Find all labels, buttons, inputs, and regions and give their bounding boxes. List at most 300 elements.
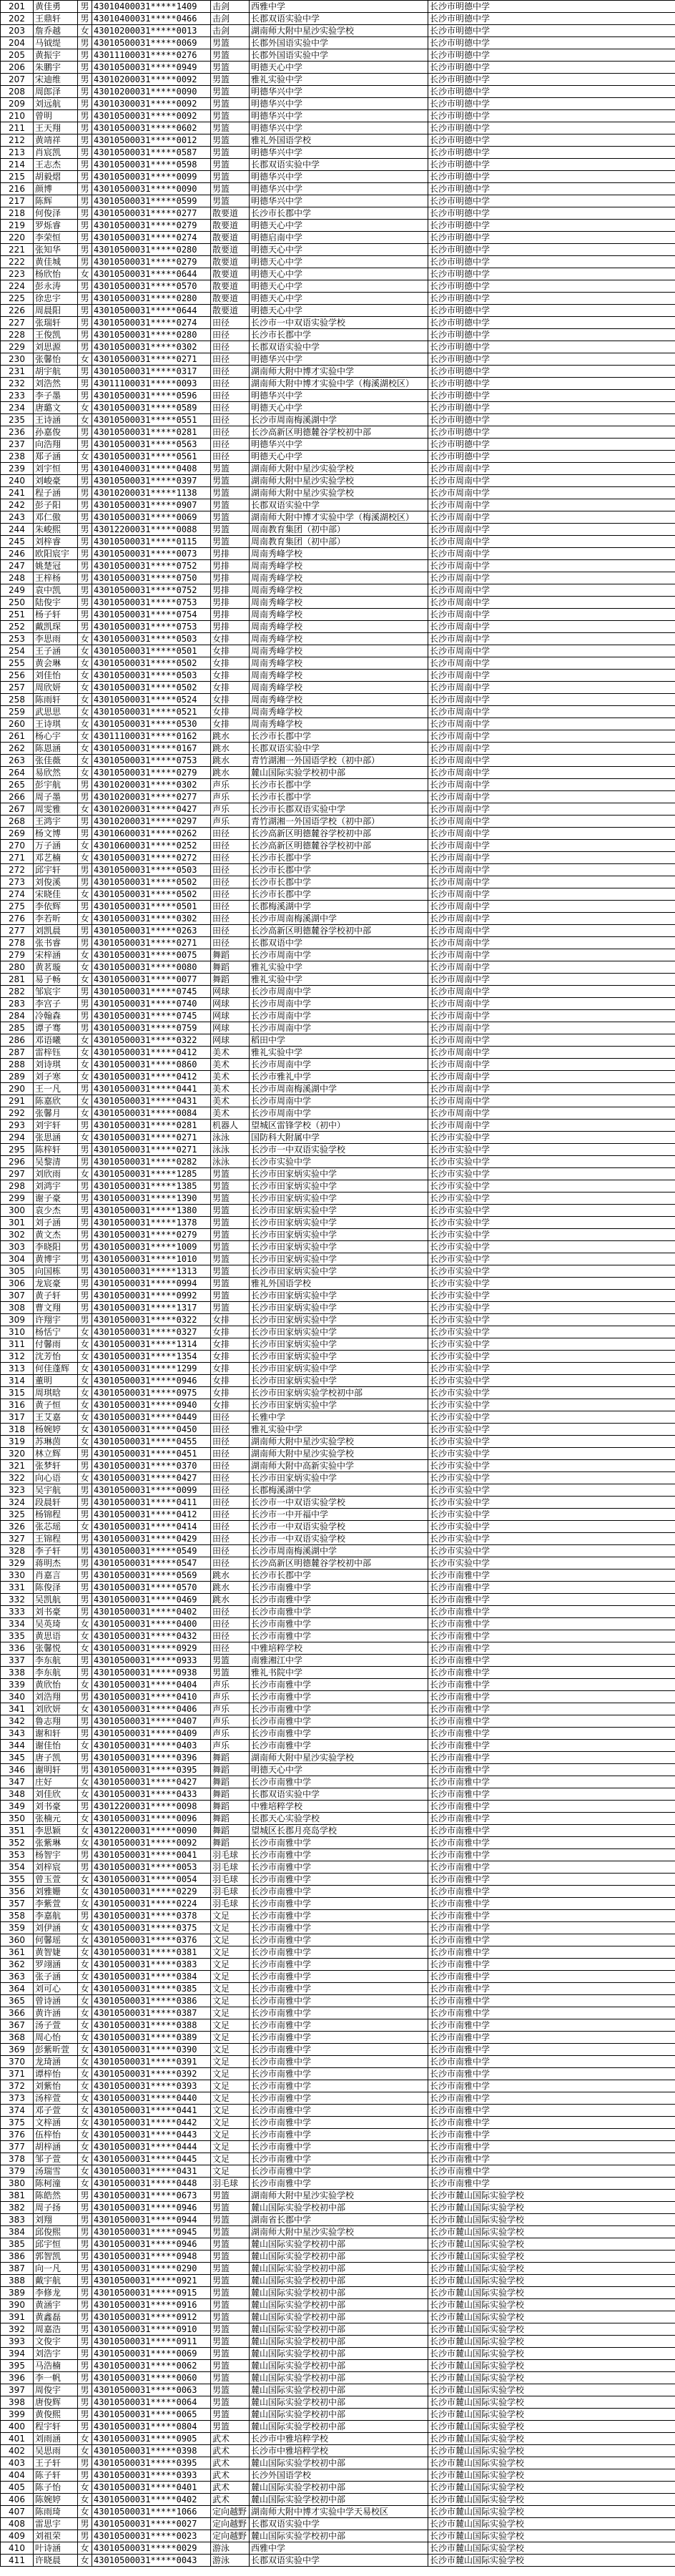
row-number-cell: 271 (1, 852, 34, 864)
admitting-school-cell: 长沙市周南中学 (428, 584, 675, 597)
admitting-school-cell: 长沙市明德中学 (428, 439, 675, 451)
student-name-cell: 唐璐文 (34, 402, 78, 414)
graduating-school-cell: 长沙市周南中学 (250, 986, 428, 998)
row-number-cell: 215 (1, 171, 34, 183)
gender-cell: 男 (78, 2287, 92, 2299)
admitting-school-cell: 长沙市周南中学 (428, 548, 675, 560)
admitting-school-cell: 长沙市周南中学 (428, 645, 675, 657)
student-name-cell: 李若昕 (34, 913, 78, 925)
gender-cell: 男 (78, 511, 92, 524)
gender-cell: 男 (78, 1460, 92, 1472)
admitting-school-cell: 长沙市周南中学 (428, 1059, 675, 1071)
row-number-cell: 333 (1, 1606, 34, 1618)
row-number-cell: 327 (1, 1533, 34, 1545)
student-id-cell: 43010300031*****0092 (92, 98, 211, 110)
specialty-cell: 男篮 (211, 122, 250, 134)
gender-cell: 男 (78, 572, 92, 584)
table-row (1, 2153, 675, 2165)
specialty-cell: 定向越野 (211, 2530, 250, 2542)
specialty-cell: 武术 (211, 2445, 250, 2457)
student-name-cell: 何馨瑶 (34, 1934, 78, 1946)
row-number-cell: 406 (1, 2494, 34, 2506)
gender-cell: 女 (78, 2007, 92, 2019)
admitting-school-cell: 长沙市麓山国际实验学校 (428, 2469, 675, 2482)
student-name-cell: 刘梓宸 (34, 1861, 78, 1874)
row-number-cell: 222 (1, 256, 34, 268)
specialty-cell: 男篮 (211, 1192, 250, 1205)
graduating-school-cell: 湖南师大附中星沙实验学校 (250, 25, 428, 37)
gender-cell: 女 (78, 1059, 92, 1071)
student-id-cell: 43010500031*****0381 (92, 1946, 211, 1959)
graduating-school-cell: 长郡外国语实验中学 (250, 49, 428, 62)
student-id-cell: 43010500031*****0167 (92, 743, 211, 755)
row-number-cell: 386 (1, 2251, 34, 2263)
specialty-cell: 男篮 (211, 1205, 250, 1217)
gender-cell: 男 (78, 98, 92, 110)
row-number-cell: 217 (1, 195, 34, 207)
table-row (1, 1180, 675, 1192)
admitting-school-cell: 长沙市周南中学 (428, 901, 675, 913)
gender-cell: 男 (78, 207, 92, 220)
specialty-cell: 田径 (211, 852, 250, 864)
admitting-school-cell: 长沙市明德中学 (428, 220, 675, 232)
admitting-school-cell: 长沙市实验中学 (428, 1533, 675, 1545)
graduating-school-cell: 长沙市南雅中学 (250, 1703, 428, 1715)
student-id-cell: 43010500031*****0317 (92, 366, 211, 378)
row-number-cell: 305 (1, 1265, 34, 1278)
gender-cell: 女 (78, 1411, 92, 1424)
graduating-school-cell: 周南秀峰学校 (250, 694, 428, 706)
graduating-school-cell: 周南秀峰学校 (250, 670, 428, 682)
graduating-school-cell: 长郡外国语实验中学 (250, 37, 428, 49)
student-id-cell: 43010500031*****1009 (92, 1241, 211, 1253)
row-number-cell: 240 (1, 475, 34, 487)
graduating-school-cell: 长沙市长郡中学 (250, 207, 428, 220)
gender-cell: 男 (78, 329, 92, 341)
admitting-school-cell: 长沙市南雅中学 (428, 1679, 675, 1691)
admitting-school-cell: 长沙市明德中学 (428, 171, 675, 183)
student-id-cell: 43010500031*****1385 (92, 1180, 211, 1192)
admitting-school-cell: 长沙市实验中学 (428, 1399, 675, 1411)
specialty-cell: 男篮 (211, 62, 250, 74)
student-name-cell: 邓语曦 (34, 1034, 78, 1047)
admitting-school-cell: 长沙市南雅中学 (428, 1764, 675, 1776)
student-id-cell: 43010500031*****0502 (92, 888, 211, 901)
admitting-school-cell: 长沙市明德中学 (428, 37, 675, 49)
specialty-cell: 击剑 (211, 25, 250, 37)
student-name-cell: 吴思雨 (34, 2445, 78, 2457)
student-name-cell: 文梓涵 (34, 2117, 78, 2129)
graduating-school-cell: 麓山国际实验学校初中部 (250, 2263, 428, 2275)
gender-cell: 男 (78, 1302, 92, 1314)
specialty-cell: 女排 (211, 1314, 250, 1326)
admitting-school-cell: 长沙市周南中学 (428, 487, 675, 499)
table-row (1, 2178, 675, 2190)
student-id-cell: 43010500031*****0395 (92, 2457, 211, 2469)
row-number-cell: 237 (1, 439, 34, 451)
student-id-cell: 43010500031*****0745 (92, 1010, 211, 1022)
graduating-school-cell: 周南秀峰学校 (250, 633, 428, 645)
student-id-cell: 43010200031*****0427 (92, 803, 211, 816)
gender-cell: 男 (78, 1557, 92, 1569)
gender-cell: 女 (78, 1837, 92, 1849)
student-name-cell: 黄子恒 (34, 1399, 78, 1411)
student-name-cell: 龙宸豪 (34, 1278, 78, 1290)
row-number-cell: 212 (1, 134, 34, 147)
gender-cell: 男 (78, 548, 92, 560)
student-name-cell: 许晓晨 (34, 2555, 78, 2567)
table-row (1, 706, 675, 718)
table-row (1, 730, 675, 743)
student-id-cell: 43010500031*****0385 (92, 1983, 211, 1995)
student-id-cell: 43010500031*****0280 (92, 329, 211, 341)
student-id-cell: 43010500031*****0386 (92, 1995, 211, 2007)
student-name-cell: 吴黎清 (34, 1156, 78, 1168)
table-row (1, 1424, 675, 1436)
student-id-cell: 43010500031*****0753 (92, 597, 211, 609)
student-id-cell: 43010500031*****0322 (92, 1314, 211, 1326)
graduating-school-cell: 长沙市周南梅溪湖中学 (250, 1545, 428, 1557)
student-id-cell: 43010500031*****0503 (92, 633, 211, 645)
admitting-school-cell: 长沙市南雅中学 (428, 2129, 675, 2141)
specialty-cell: 男篮 (211, 134, 250, 147)
specialty-cell: 美术 (211, 1047, 250, 1059)
row-number-cell: 356 (1, 1886, 34, 1898)
graduating-school-cell: 长沙市一中双语实验学校 (250, 1521, 428, 1533)
specialty-cell: 田径 (211, 1509, 250, 1521)
graduating-school-cell: 雅礼外国语学校 (250, 1278, 428, 1290)
row-number-cell: 371 (1, 2068, 34, 2080)
row-number-cell: 403 (1, 2457, 34, 2469)
specialty-cell: 跳水 (211, 767, 250, 779)
student-name-cell: 刘欣雨 (34, 1168, 78, 1180)
row-number-cell: 368 (1, 2032, 34, 2044)
student-name-cell: 张知华 (34, 244, 78, 256)
graduating-school-cell: 周南教育集团（初中部） (250, 524, 428, 536)
row-number-cell: 263 (1, 755, 34, 767)
graduating-school-cell: 长沙市南雅中学 (250, 2153, 428, 2165)
gender-cell: 男 (78, 74, 92, 86)
table-row (1, 1241, 675, 1253)
row-number-cell: 301 (1, 1217, 34, 1229)
student-id-cell: 43010500031*****0551 (92, 414, 211, 426)
graduating-school-cell: 长沙市周南中学 (250, 1010, 428, 1022)
admitting-school-cell: 长沙市明德中学 (428, 49, 675, 62)
gender-cell: 女 (78, 670, 92, 682)
student-id-cell: 43010500031*****1354 (92, 1351, 211, 1363)
student-id-cell: 43010500031*****0427 (92, 1472, 211, 1484)
row-number-cell: 399 (1, 2409, 34, 2421)
student-name-cell: 陈婉婷 (34, 2494, 78, 2506)
specialty-cell: 文足 (211, 1910, 250, 1922)
admitting-school-cell: 长沙市麓山国际实验学校 (428, 2384, 675, 2396)
student-name-cell: 孙嘉俊 (34, 426, 78, 439)
admitting-school-cell: 长沙市麓山国际实验学校 (428, 2530, 675, 2542)
graduating-school-cell: 湖南师大附中博才实验中学（梅溪湖校区） (250, 511, 428, 524)
student-name-cell: 刘可心 (34, 1983, 78, 1995)
gender-cell: 男 (78, 2384, 92, 2396)
student-id-cell: 43010500031*****0041 (92, 1849, 211, 1861)
table-row (1, 1071, 675, 1083)
specialty-cell: 田径 (211, 1448, 250, 1460)
student-id-cell: 43010500031*****0401 (92, 2482, 211, 2494)
admitting-school-cell: 长沙市周南中学 (428, 1047, 675, 1059)
admitting-school-cell: 长沙市麓山国际实验学校 (428, 2214, 675, 2226)
table-row (1, 1436, 675, 1448)
table-row (1, 1168, 675, 1180)
table-row (1, 280, 675, 293)
admitting-school-cell: 长沙市明德中学 (428, 366, 675, 378)
gender-cell: 男 (78, 1691, 92, 1703)
student-id-cell: 43010500031*****0090 (92, 183, 211, 195)
admitting-school-cell: 长沙市实验中学 (428, 1205, 675, 1217)
gender-cell: 女 (78, 1375, 92, 1387)
student-name-cell: 鲁志翔 (34, 1715, 78, 1728)
admitting-school-cell: 长沙市周南中学 (428, 499, 675, 511)
admitting-school-cell: 长沙市实验中学 (428, 1278, 675, 1290)
admitting-school-cell: 长沙市南雅中学 (428, 1691, 675, 1703)
gender-cell: 女 (78, 2019, 92, 2032)
student-id-cell: 43010500031*****0384 (92, 1971, 211, 1983)
gender-cell: 女 (78, 1995, 92, 2007)
student-name-cell: 周晨阳 (34, 305, 78, 317)
student-name-cell: 杨心宇 (34, 730, 78, 743)
row-number-cell: 264 (1, 767, 34, 779)
specialty-cell: 田径 (211, 1642, 250, 1655)
graduating-school-cell: 麓山国际实验学校初中部 (250, 2530, 428, 2542)
specialty-cell: 男篮 (211, 1217, 250, 1229)
admitting-school-cell: 长沙市南雅中学 (428, 1776, 675, 1788)
student-id-cell: 43010500031*****0281 (92, 426, 211, 439)
specialty-cell: 男篮 (211, 499, 250, 511)
student-name-cell: 张佳薇 (34, 755, 78, 767)
student-id-cell: 43010500031*****1314 (92, 1338, 211, 1351)
row-number-cell: 340 (1, 1691, 34, 1703)
gender-cell: 男 (78, 280, 92, 293)
admitting-school-cell: 长沙市明德中学 (428, 329, 675, 341)
graduating-school-cell: 长沙市周南中学 (250, 1022, 428, 1034)
table-row (1, 1314, 675, 1326)
row-number-cell: 329 (1, 1557, 34, 1569)
graduating-school-cell: 长郡双语实验中学 (250, 2518, 428, 2530)
table-row (1, 1156, 675, 1168)
row-number-cell: 202 (1, 13, 34, 25)
gender-cell: 男 (78, 195, 92, 207)
row-number-cell: 350 (1, 1813, 34, 1825)
specialty-cell: 文足 (211, 2141, 250, 2153)
graduating-school-cell: 湖南师大附中星沙实验学校 (250, 475, 428, 487)
student-id-cell: 43010500031*****0290 (92, 2263, 211, 2275)
specialty-cell: 男篮 (211, 1241, 250, 1253)
specialty-cell: 美术 (211, 1071, 250, 1083)
table-row (1, 1788, 675, 1801)
student-name-cell: 刘思源 (34, 341, 78, 353)
gender-cell: 男 (78, 463, 92, 475)
graduating-school-cell: 湖南师大附中星沙实验学校 (250, 2190, 428, 2202)
graduating-school-cell: 长沙市南雅中学 (250, 1837, 428, 1849)
graduating-school-cell: 周南秀峰学校 (250, 584, 428, 597)
admitting-school-cell: 长沙市周南中学 (428, 791, 675, 803)
graduating-school-cell: 周南秀峰学校 (250, 682, 428, 694)
student-id-cell: 43010400031*****0466 (92, 13, 211, 25)
student-name-cell: 王子轩 (34, 2457, 78, 2469)
specialty-cell: 美术 (211, 1107, 250, 1120)
specialty-cell: 男排 (211, 548, 250, 560)
student-id-cell: 43010500031*****0940 (92, 1399, 211, 1411)
gender-cell: 男 (78, 62, 92, 74)
student-id-cell: 43010500031*****0753 (92, 621, 211, 633)
table-row (1, 1594, 675, 1606)
admitting-school-cell: 长沙市南雅中学 (428, 1667, 675, 1679)
student-id-cell: 43010500031*****0547 (92, 1557, 211, 1569)
row-number-cell: 304 (1, 1253, 34, 1265)
row-number-cell: 358 (1, 1910, 34, 1922)
student-id-cell: 43010200031*****0302 (92, 779, 211, 791)
table-row (1, 791, 675, 803)
specialty-cell: 男篮 (211, 86, 250, 98)
row-number-cell: 388 (1, 2275, 34, 2287)
student-id-cell: 43010500031*****0530 (92, 718, 211, 730)
student-id-cell: 43010500031*****0029 (92, 2542, 211, 2555)
table-row (1, 2506, 675, 2518)
specialty-cell: 田径 (211, 1606, 250, 1618)
table-row (1, 317, 675, 329)
specialty-cell: 跳水 (211, 1569, 250, 1582)
graduating-school-cell: 长沙市田家炳实验中学 (250, 1265, 428, 1278)
graduating-school-cell: 西雅中学 (250, 1, 428, 13)
gender-cell: 女 (78, 1424, 92, 1436)
student-id-cell: 43010500031*****0429 (92, 1533, 211, 1545)
row-number-cell: 317 (1, 1411, 34, 1424)
graduating-school-cell: 明德华兴中学 (250, 86, 428, 98)
specialty-cell: 网球 (211, 1010, 250, 1022)
row-number-cell: 226 (1, 305, 34, 317)
table-row (1, 803, 675, 816)
table-row (1, 548, 675, 560)
graduating-school-cell: 周南秀峰学校 (250, 645, 428, 657)
table-row (1, 1703, 675, 1715)
gender-cell: 男 (78, 1314, 92, 1326)
gender-cell: 男 (78, 499, 92, 511)
admitting-school-cell: 长沙市实验中学 (428, 1351, 675, 1363)
student-name-cell: 黄靖祥 (34, 134, 78, 147)
gender-cell: 男 (78, 86, 92, 98)
student-name-cell: 黄博宇 (34, 1253, 78, 1265)
specialty-cell: 女排 (211, 682, 250, 694)
gender-cell: 男 (78, 147, 92, 159)
gender-cell: 男 (78, 134, 92, 147)
student-name-cell: 刘浩翔 (34, 1691, 78, 1703)
student-id-cell: 43010500031*****0397 (92, 475, 211, 487)
specialty-cell: 文足 (211, 2032, 250, 2044)
graduating-school-cell: 望城区雷锋学校（初中） (250, 1120, 428, 1132)
admitting-school-cell: 长沙市周南中学 (428, 949, 675, 961)
table-row (1, 49, 675, 62)
gender-cell: 男 (78, 2469, 92, 2482)
graduating-school-cell: 麓山国际实验学校初中部 (250, 2372, 428, 2384)
gender-cell: 男 (78, 2263, 92, 2275)
specialty-cell: 女排 (211, 645, 250, 657)
gender-cell: 男 (78, 2336, 92, 2348)
student-id-cell: 43010500031*****1378 (92, 1217, 211, 1229)
graduating-school-cell: 稻田中学 (250, 1034, 428, 1047)
specialty-cell: 男篮 (211, 536, 250, 548)
student-name-cell: 黄思语 (34, 1630, 78, 1642)
admitting-school-cell: 长沙市南雅中学 (428, 2068, 675, 2080)
table-row (1, 2445, 675, 2457)
table-row (1, 451, 675, 463)
row-number-cell: 409 (1, 2530, 34, 2542)
graduating-school-cell: 雅礼实验中学 (250, 974, 428, 986)
gender-cell: 男 (78, 828, 92, 840)
student-id-cell: 43010500031*****0570 (92, 280, 211, 293)
student-name-cell: 苏琳茵 (34, 1436, 78, 1448)
table-row (1, 1144, 675, 1156)
row-number-cell: 313 (1, 1363, 34, 1375)
student-name-cell: 朱鹏宇 (34, 62, 78, 74)
row-number-cell: 379 (1, 2165, 34, 2178)
student-name-cell: 王鸿宇 (34, 816, 78, 828)
student-name-cell: 冷翰森 (34, 1010, 78, 1022)
specialty-cell: 田径 (211, 1521, 250, 1533)
row-number-cell: 330 (1, 1569, 34, 1582)
specialty-cell: 田径 (211, 864, 250, 876)
specialty-cell: 男篮 (211, 463, 250, 475)
table-row (1, 1132, 675, 1144)
row-number-cell: 209 (1, 98, 34, 110)
row-number-cell: 227 (1, 317, 34, 329)
row-number-cell: 405 (1, 2482, 34, 2494)
student-name-cell: 吴英琦 (34, 1618, 78, 1630)
student-id-cell: 43010500031*****0387 (92, 2007, 211, 2019)
student-name-cell: 谢子豪 (34, 1192, 78, 1205)
graduating-school-cell: 长沙市南雅中学 (250, 2080, 428, 2092)
specialty-cell: 声乐 (211, 803, 250, 816)
specialty-cell: 田径 (211, 1424, 250, 1436)
gender-cell: 男 (78, 305, 92, 317)
specialty-cell: 女排 (211, 670, 250, 682)
gender-cell: 男 (78, 1120, 92, 1132)
table-row (1, 961, 675, 974)
graduating-school-cell: 长沙市长郡中学 (250, 779, 428, 791)
graduating-school-cell: 麓山国际实验学校初中部 (250, 2238, 428, 2251)
row-number-cell: 228 (1, 329, 34, 341)
student-id-cell: 43010500031*****0759 (92, 1022, 211, 1034)
admitting-school-cell: 长沙市麓山国际实验学校 (428, 2336, 675, 2348)
student-name-cell: 邱宇恒 (34, 2238, 78, 2251)
specialty-cell: 男篮 (211, 2336, 250, 2348)
row-number-cell: 389 (1, 2287, 34, 2299)
graduating-school-cell: 长沙市长郡中学 (250, 329, 428, 341)
student-name-cell: 彭紫昕萱 (34, 2044, 78, 2056)
table-row (1, 1910, 675, 1922)
specialty-cell: 男篮 (211, 2190, 250, 2202)
table-row (1, 888, 675, 901)
specialty-cell: 田径 (211, 1436, 250, 1448)
table-row (1, 1192, 675, 1205)
student-id-cell: 43010500031*****0910 (92, 2323, 211, 2336)
graduating-school-cell: 长郡双语实验中学 (250, 1788, 428, 1801)
student-name-cell: 雷梓钰 (34, 1047, 78, 1059)
graduating-school-cell: 周南教育集团（初中部） (250, 536, 428, 548)
student-id-cell: 43010500031*****0948 (92, 2251, 211, 2263)
gender-cell: 女 (78, 888, 92, 901)
row-number-cell: 291 (1, 1095, 34, 1107)
graduating-school-cell: 长沙市田家炳实验中学 (250, 1472, 428, 1484)
row-number-cell: 378 (1, 2153, 34, 2165)
table-row (1, 232, 675, 244)
graduating-school-cell: 长沙市南雅中学 (250, 1776, 428, 1788)
